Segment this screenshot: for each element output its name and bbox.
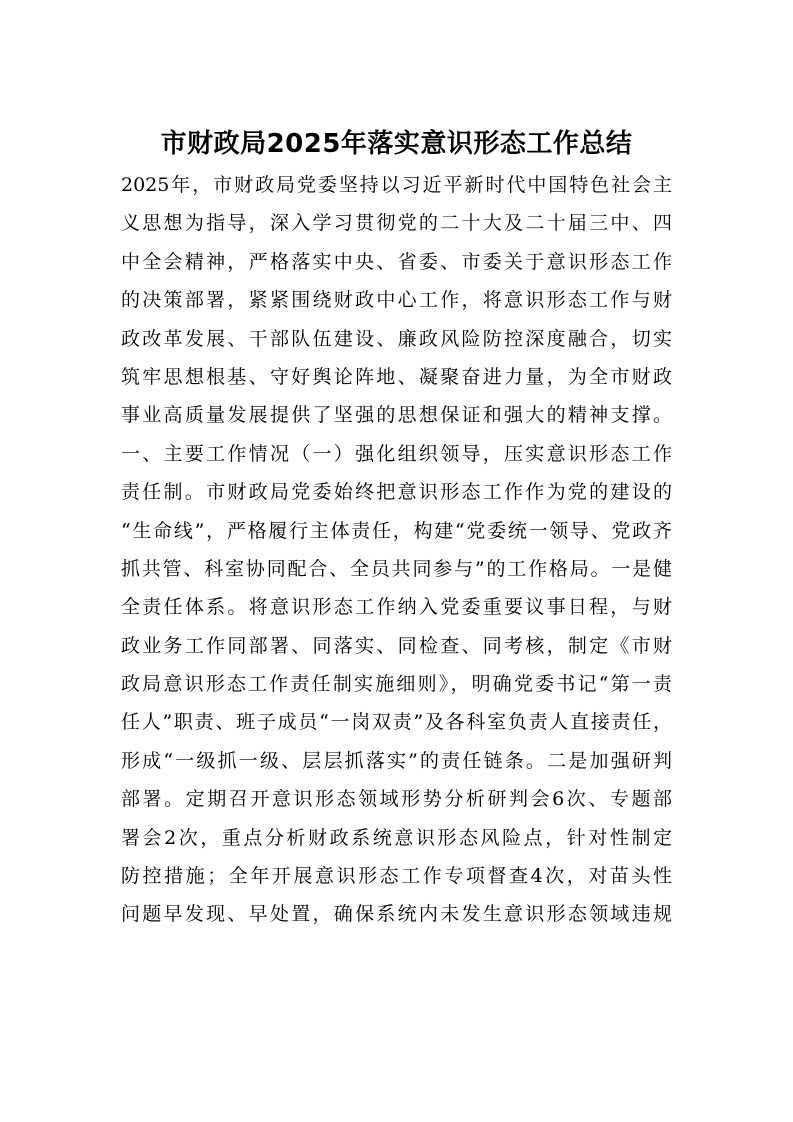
body-line: 2025年，市财政局党委坚持以习近平新时代中国特色社会主: [121, 174, 672, 196]
body-line: 问题早发现、早处置，确保系统内未发生意识形态领域违规: [121, 903, 672, 926]
body-line: 全责任体系。将意识形态工作纳入党委重要议事日程，与财: [121, 596, 672, 619]
body-line: 任人”职责、班子成员“一岗双责”及各科室负责人直接责任，: [121, 711, 672, 734]
body-line: “生命线”，严格履行主体责任，构建“党委统一领导、党政齐: [121, 519, 672, 542]
body-line: 署会2次，重点分析财政系统意识形态风险点，针对性制定: [121, 826, 672, 849]
body-line: 政业务工作同部署、同落实、同检查、同考核，制定《市财: [121, 634, 672, 657]
body-line: 责任制。市财政局党委始终把意识形态工作作为党的建设的: [121, 481, 672, 504]
document-title: 市财政局2025年落实意识形态工作总结: [160, 129, 633, 159]
body-line: 政改革发展、干部队伍建设、廉政风险防控深度融合，切实: [121, 327, 672, 350]
body-line: 一、主要工作情况（一）强化组织领导，压实意识形态工作: [121, 442, 672, 465]
body-line: 义思想为指导，深入学习贯彻党的二十大及二十届三中、四: [121, 212, 672, 235]
body-line: 防控措施；全年开展意识形态工作专项督查4次，对苗头性: [121, 865, 672, 888]
body-line: 的决策部署，紧紧围绕财政中心工作，将意识形态工作与财: [121, 289, 672, 312]
body-line: 部署。定期召开意识形态领域形势分析研判会6次、专题部: [121, 788, 672, 811]
body-line: 事业高质量发展提供了坚强的思想保证和强大的精神支撑。: [121, 404, 672, 427]
body-line: 筑牢思想根基、守好舆论阵地、凝聚奋进力量，为全市财政: [121, 365, 672, 388]
body-line: 中全会精神，严格落实中央、省委、市委关于意识形态工作: [121, 250, 672, 273]
body-line: 抓共管、科室协同配合、全员共同参与”的工作格局。一是健: [121, 557, 672, 580]
body-line: 形成“一级抓一级、层层抓落实”的责任链条。二是加强研判: [121, 749, 672, 772]
document-body: [121, 166, 672, 934]
body-line: 政局意识形态工作责任制实施细则》，明确党委书记“第一责: [121, 673, 672, 696]
